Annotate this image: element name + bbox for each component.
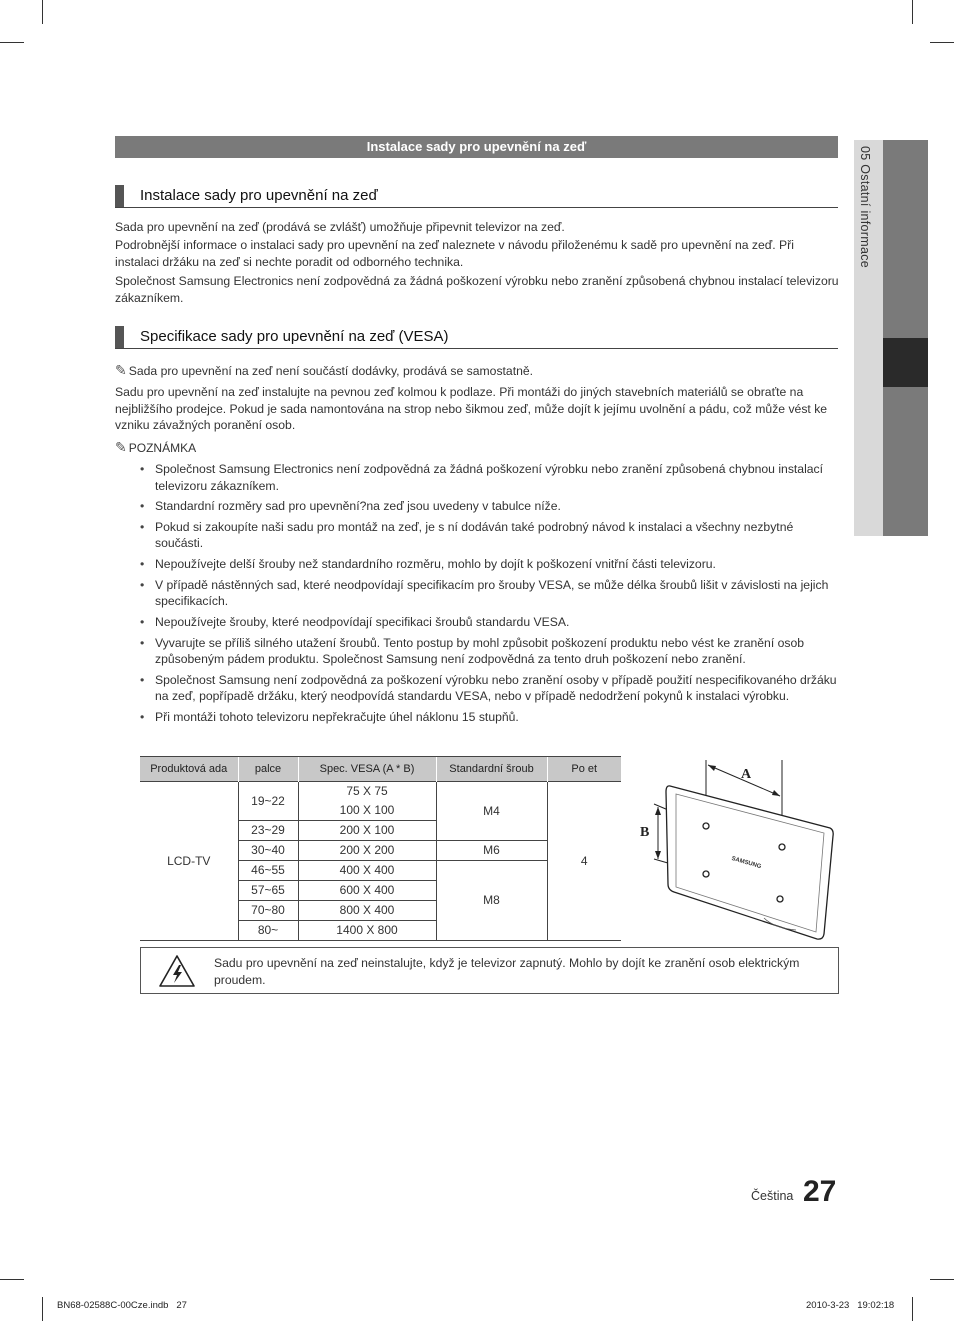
vesa-cell: 400 X 400 [298,861,436,881]
crop-mark [912,0,913,24]
footer-language: Čeština [751,1189,794,1203]
tv-back-diagram [636,756,840,942]
vesa-cell: 200 X 200 [298,841,436,861]
section-title: Instalace sady pro upevnění na zeď [140,187,378,204]
pencil-icon: ✎ [115,440,127,456]
notes-list [140,461,840,730]
screw-cell: M8 [436,861,547,941]
column-header: Standardní šroub [436,757,547,782]
arrowhead [655,807,661,815]
dimension-label-a: A [741,767,752,782]
paragraph: Podrobnější informace o instalaci sady pro upevnění na zeď naleznete v návodu přiloženému k sadě pro upevnění na zeď. Při instalaci držáku na zeď si nechte poradit od odborného technika. [115,238,794,269]
size-cell: 46~55 [238,861,298,881]
note-text: Sada pro upevnění na zeď není součástí dodávky, prodává se samostatně. [128,364,534,378]
crop-mark [0,42,24,43]
crop-mark [930,42,954,43]
size-cell: 30~40 [238,841,298,861]
brand-logo: SAMSUNG [730,855,762,871]
column-header: palce [238,757,298,782]
pencil-icon: ✎ [115,363,127,379]
note-label: POZNÁMKA [128,441,197,455]
size-cell: 23~29 [238,821,298,841]
list-item: • Společnost Samsung není zodpovědná za poškození výrobku nebo zranění osoby v případě použití nespecifikovaného držáku na zeď, popřípadě držáku, který neodpovídá standardu VESA, nebo v případě nedodržení pokynů k instalaci výrobku. [140,672,840,705]
list-item: • Při montáži tohoto televizoru nepřekračujte úhel náklonu 15 stupňů. [140,709,840,726]
chapter-label: 05 Ostatní informace [858,146,872,269]
vesa-cell: 75 X 75 [298,782,436,802]
section-title: Specifikace sady pro upevnění na zeď (VESA) [140,328,449,345]
list-item: • V případě nástěnných sad, které neodpovídají specifikacím pro šrouby VESA, se může délka šroubů lišit v závislosti na jejich specifikacích. [140,577,840,610]
crop-mark [912,1297,913,1321]
print-file-info: BN68-02588C-00Cze.indb 27 [57,1300,187,1311]
paragraph: Sada pro upevnění na zeď (prodává se zvlášť) umožňuje připevnit televizor na zeď. [115,220,565,234]
table-header-row [140,757,621,782]
table-row [140,782,621,802]
column-header: Produktová ada [140,757,238,782]
page-banner: Instalace sady pro upevnění na zeď [115,136,838,158]
arrowhead [772,790,780,796]
electric-shock-warning-icon [158,954,196,988]
arrowhead [655,851,661,859]
list-item: • Standardní rozměry sad pro upevnění?na zeď jsou uvedeny v tabulce níže. [140,498,840,515]
product-cell: LCD-TV [140,782,238,941]
heading-bar [115,326,124,348]
screw-cell: M6 [436,841,547,861]
page-number: 27 [803,1175,837,1208]
list-item: • Nepoužívejte šrouby, které neodpovídají specifikaci šroubů standardu VESA. [140,614,840,631]
crop-mark [0,1279,24,1280]
size-cell: 80~ [238,921,298,941]
crop-mark [42,0,43,24]
vesa-cell: 800 X 400 [298,901,436,921]
column-header: Spec. VESA (A * B) [298,757,436,782]
column-header: Po et [547,757,621,782]
paragraph: Společnost Samsung Electronics není zodpovědná za žádná poškození výrobku nebo zranění způsobená chybnou instalací televizoru zákazníkem. [115,274,839,305]
vesa-spec-table [140,756,621,941]
list-item: • Nepoužívejte delší šrouby než standardního rozměru, mohlo by dojít k poškození vnitřní části televizoru. [140,556,840,573]
size-cell: 57~65 [238,881,298,901]
size-cell: 70~80 [238,901,298,921]
note-line [115,363,840,380]
dimension-label-b: B [640,825,650,840]
vesa-cell: 600 X 400 [298,881,436,901]
vesa-cell: 1400 X 800 [298,921,436,941]
warning-text: Sadu pro upevnění na zeď neinstalujte, když je televizor zapnutý. Mohlo by dojít ke zranění osob elektrickým proudem. [214,956,800,987]
section-heading [115,326,838,349]
heading-bar [115,185,124,207]
quantity-cell: 4 [547,782,621,941]
arrowhead [708,765,716,771]
vesa-cell: 200 X 100 [298,821,436,841]
crop-mark [42,1297,43,1321]
size-cell: 19~22 [238,782,298,821]
vesa-cell: 100 X 100 [298,801,436,821]
chapter-tab-marker [883,338,928,387]
section-heading [115,185,838,208]
list-item: • Vyvarujte se příliš silného utažení šroubů. Tento postup by mohl způsobit poškození produktu nebo vést ke zranění osob způsobeným pádem produktu. Společnost Samsung není zodpovědná za tento druh poškození nebo zranění. [140,635,840,668]
warning-box [140,947,839,994]
crop-mark [930,1279,954,1280]
print-timestamp: 2010-3-23 19:02:18 [806,1300,895,1311]
paragraph: Sadu pro upevnění na zeď instalujte na pevnou zeď kolmou k podlaze. Při montáži do jiných stavebních materiálů se obraťte na nejbližšího prodejce. Pokud je sada namontována na strop nebo šikmou zeď, může dojít k jejímu uvolnění a pádu, což může vést ke vzniku závažných poranění osob. [115,385,828,432]
screw-cell: M4 [436,782,547,841]
list-item: • Společnost Samsung Electronics není zodpovědná za žádná poškození výrobku nebo zranění způsobená chybnou instalací televizoru zákazníkem. [140,461,840,494]
list-item: • Pokud si zakoupíte naši sadu pro montáž na zeď, je s ní dodáván také podrobný návod k instalaci a všechny nezbytné součásti. [140,519,840,552]
note-heading [115,440,840,457]
